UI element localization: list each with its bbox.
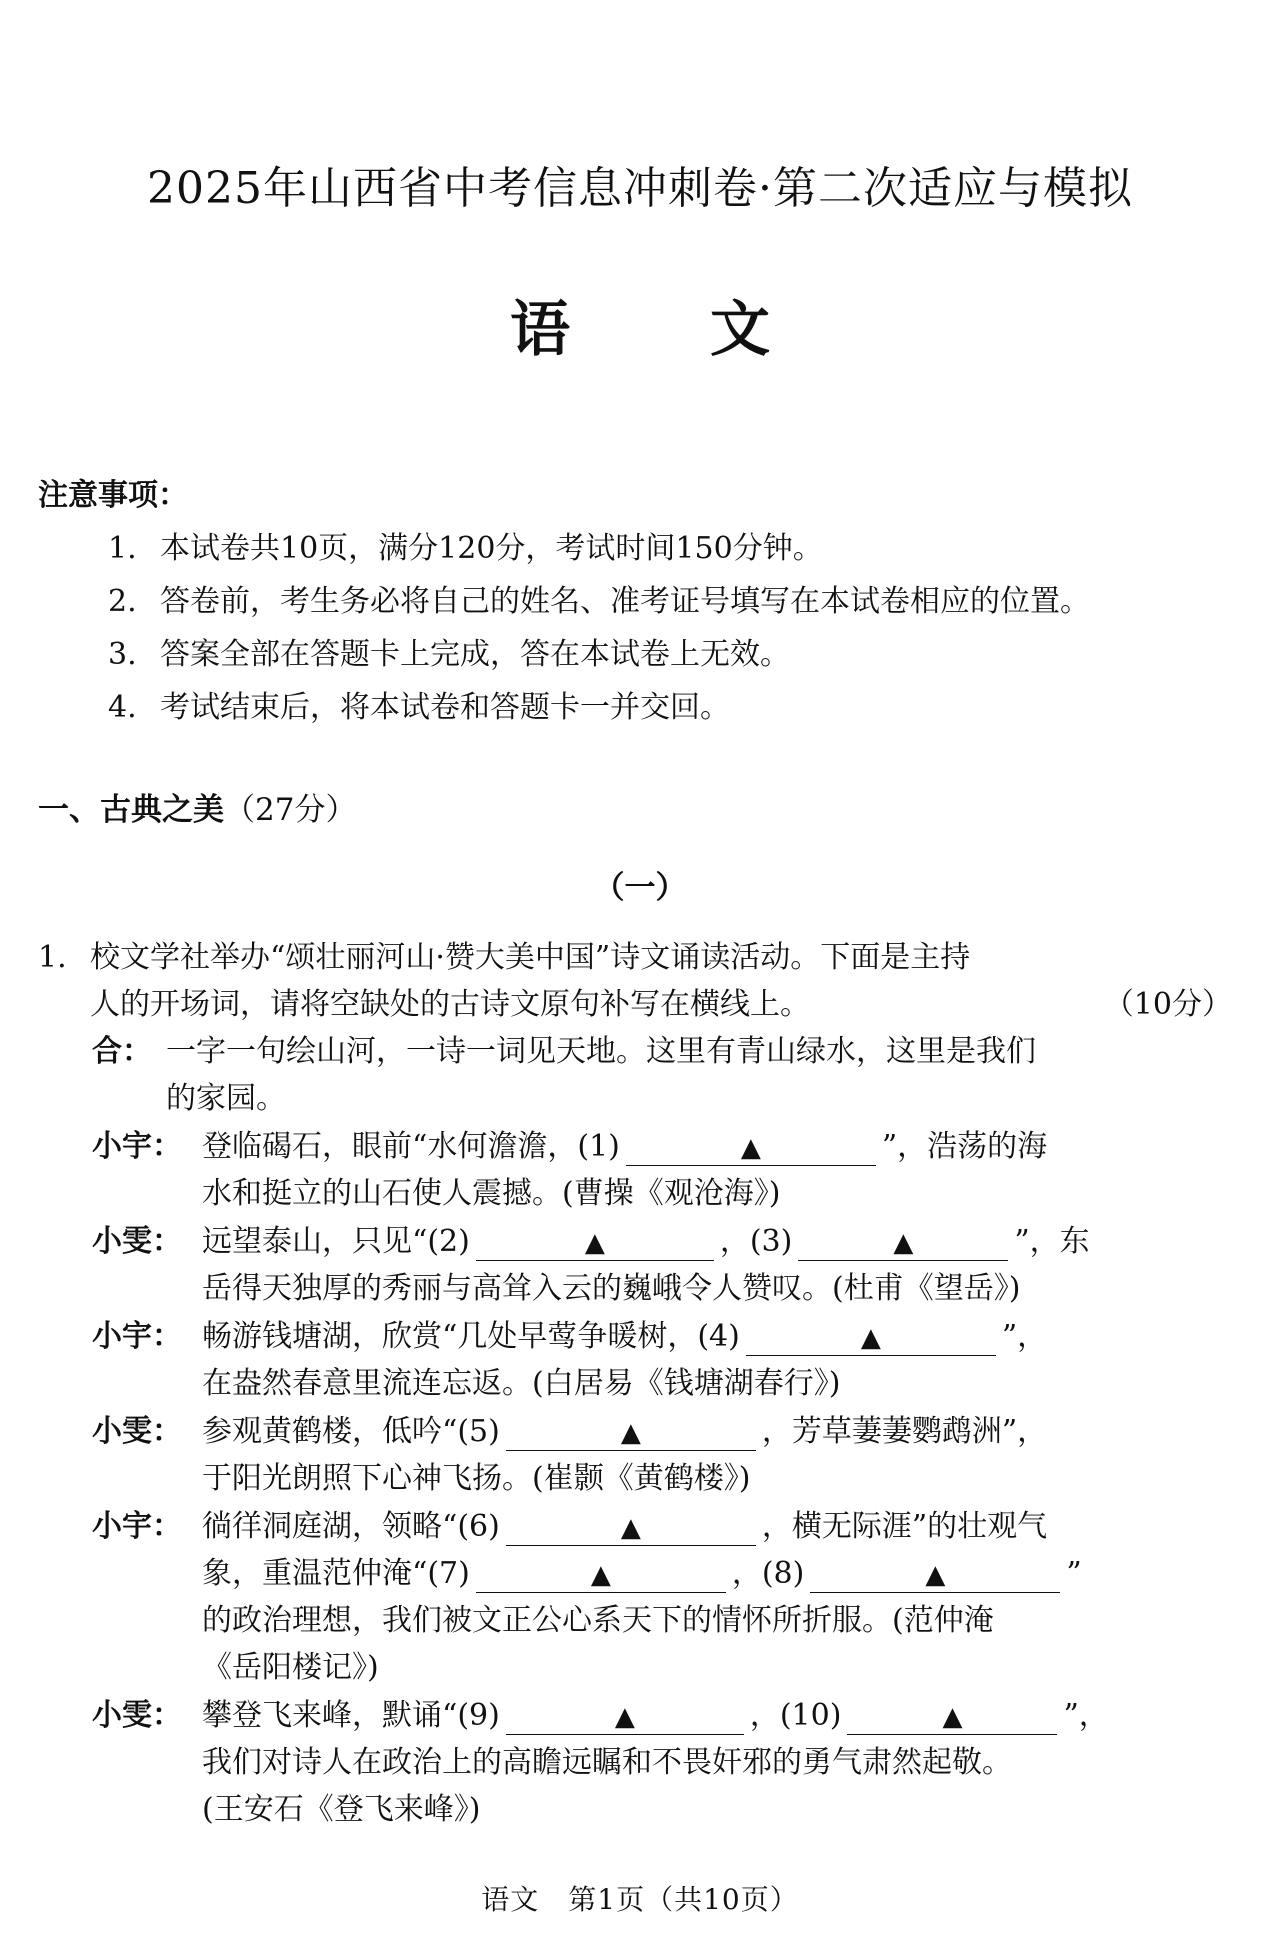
subject-title: 语文 [510, 295, 910, 365]
answer-blank-4[interactable]: ▲ [746, 1321, 996, 1356]
dialogue-segment: ” [1066, 1556, 1082, 1591]
dialogue-line [202, 1123, 1236, 1170]
dialogue-segment: 象，重温范仲淹“(7) [202, 1556, 470, 1591]
answer-blank-6[interactable]: ▲ [506, 1511, 756, 1546]
answer-blank-7[interactable]: ▲ [476, 1558, 726, 1593]
dialogue-line [202, 1313, 1236, 1360]
dialogue-line [202, 1218, 1236, 1265]
notice-item-number: 1. [108, 531, 137, 566]
dialogue [92, 1028, 1236, 1834]
answer-blank-3[interactable]: ▲ [798, 1226, 1008, 1261]
answer-blank-9[interactable]: ▲ [506, 1700, 744, 1735]
speaker-label: 小雯： [92, 1698, 182, 1733]
dialogue-block-5 [92, 1503, 1236, 1691]
notice-item-number: 4. [108, 690, 137, 725]
notice-item-number: 2. [108, 584, 137, 619]
dialogue-line: 的家园。 [166, 1081, 286, 1116]
dialogue-text [166, 1028, 1236, 1122]
answer-blank-5[interactable]: ▲ [506, 1416, 756, 1451]
dialogue-line [202, 1503, 1236, 1550]
notice-item-text: 答卷前，考生务必将自己的姓名、准考证号填写在本试卷相应的位置。 [160, 584, 1090, 619]
notice-item [108, 522, 1258, 575]
dialogue-line [202, 1550, 1236, 1597]
answer-blank-2[interactable]: ▲ [476, 1226, 714, 1261]
dialogue-block-intro [92, 1028, 1236, 1122]
dialogue-text [202, 1503, 1236, 1691]
dialogue-segment: ，横无际涯”的壮观气 [761, 1509, 1048, 1544]
dialogue-segment: 参观黄鹤楼，低吟“(5) [202, 1414, 500, 1449]
notice-item-number: 3. [108, 637, 137, 672]
dialogue-text [202, 1313, 1236, 1407]
notice-item-text: 答案全部在答题卡上完成，答在本试卷上无效。 [160, 637, 790, 672]
section-heading [38, 784, 356, 829]
sub-section-heading: （一） [593, 870, 687, 906]
dialogue-segment: ，(8) [731, 1556, 805, 1591]
dialogue-line: 的政治理想，我们被文正公心系天下的情怀所折服。(范仲淹 [202, 1603, 994, 1638]
page-footer: 语文 第1页（共10页） [481, 1883, 799, 1916]
dialogue-block-6 [92, 1692, 1236, 1833]
dialogue-text [202, 1123, 1236, 1217]
notice-item [108, 681, 1258, 734]
section-heading-text: 一、古典之美 [38, 792, 224, 828]
answer-blank-10[interactable]: ▲ [847, 1700, 1057, 1735]
dialogue-line: 《岳阳楼记》) [202, 1650, 379, 1685]
dialogue-text [202, 1218, 1236, 1312]
dialogue-line [202, 1692, 1236, 1739]
notice-item [108, 628, 1258, 681]
dialogue-segment: 登临碣石，眼前“水何澹澹，(1) [202, 1129, 620, 1164]
notice-item [108, 575, 1258, 628]
speaker-label: 合： [92, 1034, 152, 1069]
dialogue-segment: ”，浩荡的海 [881, 1129, 1048, 1164]
exam-main-title: 2025年山西省中考信息冲刺卷·第二次适应与模拟 [147, 163, 1133, 214]
dialogue-text [202, 1408, 1236, 1502]
notice-title: 注意事项： [38, 478, 188, 513]
question-stem-line-2: 人的开场词，请将空缺处的古诗文原句补写在横线上。 [90, 987, 810, 1022]
notice-item-text: 本试卷共10页，满分120分，考试时间150分钟。 [160, 531, 823, 566]
speaker-label: 小雯： [92, 1224, 182, 1259]
dialogue-segment: ，(3) [719, 1224, 793, 1259]
dialogue-text [202, 1692, 1236, 1833]
dialogue-segment: ”， [1001, 1319, 1048, 1354]
speaker-label: 小宇： [92, 1129, 182, 1164]
dialogue-block-3 [92, 1313, 1236, 1407]
speaker-label: 小宇： [92, 1319, 182, 1354]
question-stem-line-1: 校文学社举办“颂壮丽河山·赞大美中国”诗文诵读活动。下面是主持 [90, 940, 971, 975]
question-points: （10分） [1103, 987, 1232, 1022]
speaker-label: 小雯： [92, 1414, 182, 1449]
dialogue-block-4 [92, 1408, 1236, 1502]
question-1 [38, 934, 1238, 1028]
dialogue-line: 在盎然春意里流连忘返。(白居易《钱塘湖春行》) [202, 1366, 841, 1401]
dialogue-segment: 畅游钱塘湖，欣赏“几处早莺争暖树，(4) [202, 1319, 740, 1354]
question-line [38, 934, 1238, 981]
question-number: 1. [38, 940, 67, 975]
notice-item-text: 考试结束后，将本试卷和答题卡一并交回。 [160, 690, 730, 725]
dialogue-segment: ，(10) [749, 1698, 842, 1733]
dialogue-line [202, 1408, 1236, 1455]
dialogue-segment: 攀登飞来峰，默诵“(9) [202, 1698, 500, 1733]
speaker-label: 小宇： [92, 1509, 182, 1544]
dialogue-block-1 [92, 1123, 1236, 1217]
dialogue-segment: 远望泰山，只见“(2) [202, 1224, 470, 1259]
notice-list [108, 522, 1258, 734]
dialogue-block-2 [92, 1218, 1236, 1312]
answer-blank-8[interactable]: ▲ [810, 1558, 1060, 1593]
dialogue-line: 于阳光朗照下心神飞扬。(崔颢《黄鹤楼》) [202, 1461, 751, 1496]
dialogue-segment: ”，东 [1014, 1224, 1090, 1259]
dialogue-segment: ，芳草萋萋鹦鹉洲”， [761, 1414, 1048, 1449]
dialogue-segment: 徜徉洞庭湖，领略“(6) [202, 1509, 500, 1544]
dialogue-segment: ”， [1063, 1698, 1109, 1733]
dialogue-line: 岳得天独厚的秀丽与高耸入云的巍峨令人赞叹。(杜甫《望岳》) [202, 1271, 1021, 1306]
dialogue-line: 我们对诗人在政治上的高瞻远瞩和不畏奸邪的勇气肃然起敬。 [202, 1745, 1012, 1780]
question-line [38, 981, 1238, 1028]
answer-blank-1[interactable]: ▲ [626, 1131, 876, 1166]
section-score: （27分） [224, 792, 357, 828]
dialogue-line: (王安石《登飞来峰》) [202, 1792, 481, 1827]
dialogue-line: 一字一句绘山河，一诗一词见天地。这里有青山绿水，这里是我们 [166, 1034, 1036, 1069]
dialogue-line: 水和挺立的山石使人震撼。(曹操《观沧海》) [202, 1176, 781, 1211]
